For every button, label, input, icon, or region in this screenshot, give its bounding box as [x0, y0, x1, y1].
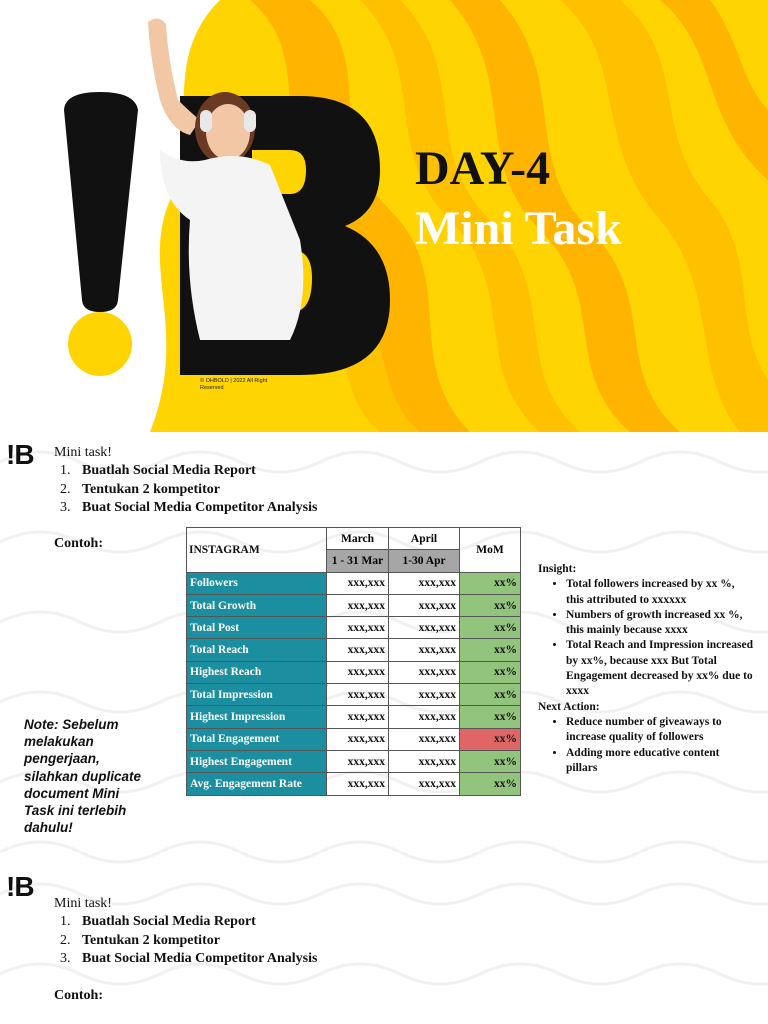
brand-logo: !B — [6, 871, 34, 902]
april-value: xxx,xxx — [389, 728, 460, 750]
insight-panel — [538, 562, 753, 776]
copyright-text: © OHBOLD | 2022 All Right Reserved — [200, 378, 268, 391]
range2-header: 1-30 Apr — [389, 550, 460, 572]
march-value: xxx,xxx — [327, 572, 389, 594]
mom-value: xx% — [460, 661, 521, 683]
metric-label: Followers — [187, 572, 327, 594]
report-table — [186, 527, 521, 796]
metric-label: Total Post — [187, 617, 327, 639]
march-value: xxx,xxx — [327, 661, 389, 683]
metric-label: Highest Engagement — [187, 750, 327, 772]
mom-value: xx% — [460, 706, 521, 728]
cover-slide — [0, 0, 768, 432]
example-label: Contoh: — [54, 988, 104, 1003]
example-label: Contoh: — [54, 536, 104, 551]
note-text: Note: Sebelum melakukan pengerjaan, silahkan duplicate document Mini Task ini terlebih dahulu! — [24, 717, 142, 836]
insight-list — [538, 577, 753, 699]
task-list — [60, 462, 317, 518]
april-value: xxx,xxx — [389, 750, 460, 772]
march-value: xxx,xxx — [327, 594, 389, 616]
april-value: xxx,xxx — [389, 594, 460, 616]
april-value: xxx,xxx — [389, 661, 460, 683]
april-value: xxx,xxx — [389, 773, 460, 795]
march-value: xxx,xxx — [327, 750, 389, 772]
metric-label: Total Reach — [187, 639, 327, 661]
task-item: 1. Buatlah Social Media Report — [60, 463, 256, 478]
metric-label: Highest Impression — [187, 706, 327, 728]
mom-value: xx% — [460, 684, 521, 706]
metric-label: Total Impression — [187, 684, 327, 706]
april-value: xxx,xxx — [389, 706, 460, 728]
march-value: xxx,xxx — [327, 728, 389, 750]
table-row — [187, 706, 521, 728]
task-item: 2. Tentukan 2 kompetitor — [60, 481, 220, 497]
insight-label: Insight: — [538, 563, 577, 575]
cover-background — [0, 0, 768, 432]
april-value: xxx,xxx — [389, 684, 460, 706]
mom-value: xx% — [460, 594, 521, 616]
mom-value: xx% — [460, 773, 521, 795]
task-list — [60, 913, 317, 969]
task-heading: Mini task! — [54, 896, 112, 911]
insight-item: • Numbers of growth increased xx %, this mainly because xxxx — [566, 608, 753, 639]
platform-header: INSTAGRAM — [187, 528, 327, 573]
next-action-list — [538, 715, 753, 776]
table-row — [187, 728, 521, 750]
task-item: 1. Buatlah Social Media Report — [60, 914, 256, 929]
brand-logo: !B — [6, 439, 34, 470]
mom-value: xx% — [460, 617, 521, 639]
march-value: xxx,xxx — [327, 684, 389, 706]
range1-header: 1 - 31 Mar — [327, 550, 389, 572]
table-row — [187, 684, 521, 706]
next-action-item: • Adding more educative content pillars — [566, 746, 753, 777]
month2-header: April — [389, 528, 460, 550]
march-value: xxx,xxx — [327, 639, 389, 661]
metric-label: Total Growth — [187, 594, 327, 616]
mom-value: xx% — [460, 728, 521, 750]
mom-header: MoM — [460, 528, 521, 573]
report-slide-duplicate — [0, 864, 768, 1024]
cover-subtitle: Mini Task — [415, 202, 622, 255]
april-value: xxx,xxx — [389, 617, 460, 639]
table-row — [187, 773, 521, 795]
april-value: xxx,xxx — [389, 639, 460, 661]
mom-value: xx% — [460, 639, 521, 661]
next-action-item: • Reduce number of giveaways to increase quality of followers — [566, 715, 753, 746]
next-action-label: Next Action: — [538, 700, 600, 713]
april-value: xxx,xxx — [389, 572, 460, 594]
table-row — [187, 639, 521, 661]
table-row — [187, 617, 521, 639]
task-item: 2. Tentukan 2 kompetitor — [60, 932, 220, 948]
mom-value: xx% — [460, 750, 521, 772]
insight-item: • Total Reach and Impression increased by xx%, because xxx But Total Engagement decreased by xx% due to xxxx — [566, 638, 753, 699]
table-row — [187, 572, 521, 594]
month1-header: March — [327, 528, 389, 550]
march-value: xxx,xxx — [327, 773, 389, 795]
task-item: 3. Buat Social Media Competitor Analysis — [60, 951, 318, 966]
metric-label: Total Engagement — [187, 728, 327, 750]
table-row — [187, 594, 521, 616]
table-row — [187, 661, 521, 683]
march-value: xxx,xxx — [327, 617, 389, 639]
insight-item: • Total followers increased by xx %, this attributed to xxxxxx — [566, 577, 753, 608]
task-item: 3. Buat Social Media Competitor Analysis — [60, 500, 318, 515]
metric-label: Avg. Engagement Rate — [187, 773, 327, 795]
march-value: xxx,xxx — [327, 706, 389, 728]
table-row — [187, 750, 521, 772]
task-heading: Mini task! — [54, 445, 112, 460]
metric-label: Highest Reach — [187, 661, 327, 683]
cover-title: DAY-4 — [415, 142, 551, 195]
mom-value: xx% — [460, 572, 521, 594]
report-slide — [0, 432, 768, 864]
